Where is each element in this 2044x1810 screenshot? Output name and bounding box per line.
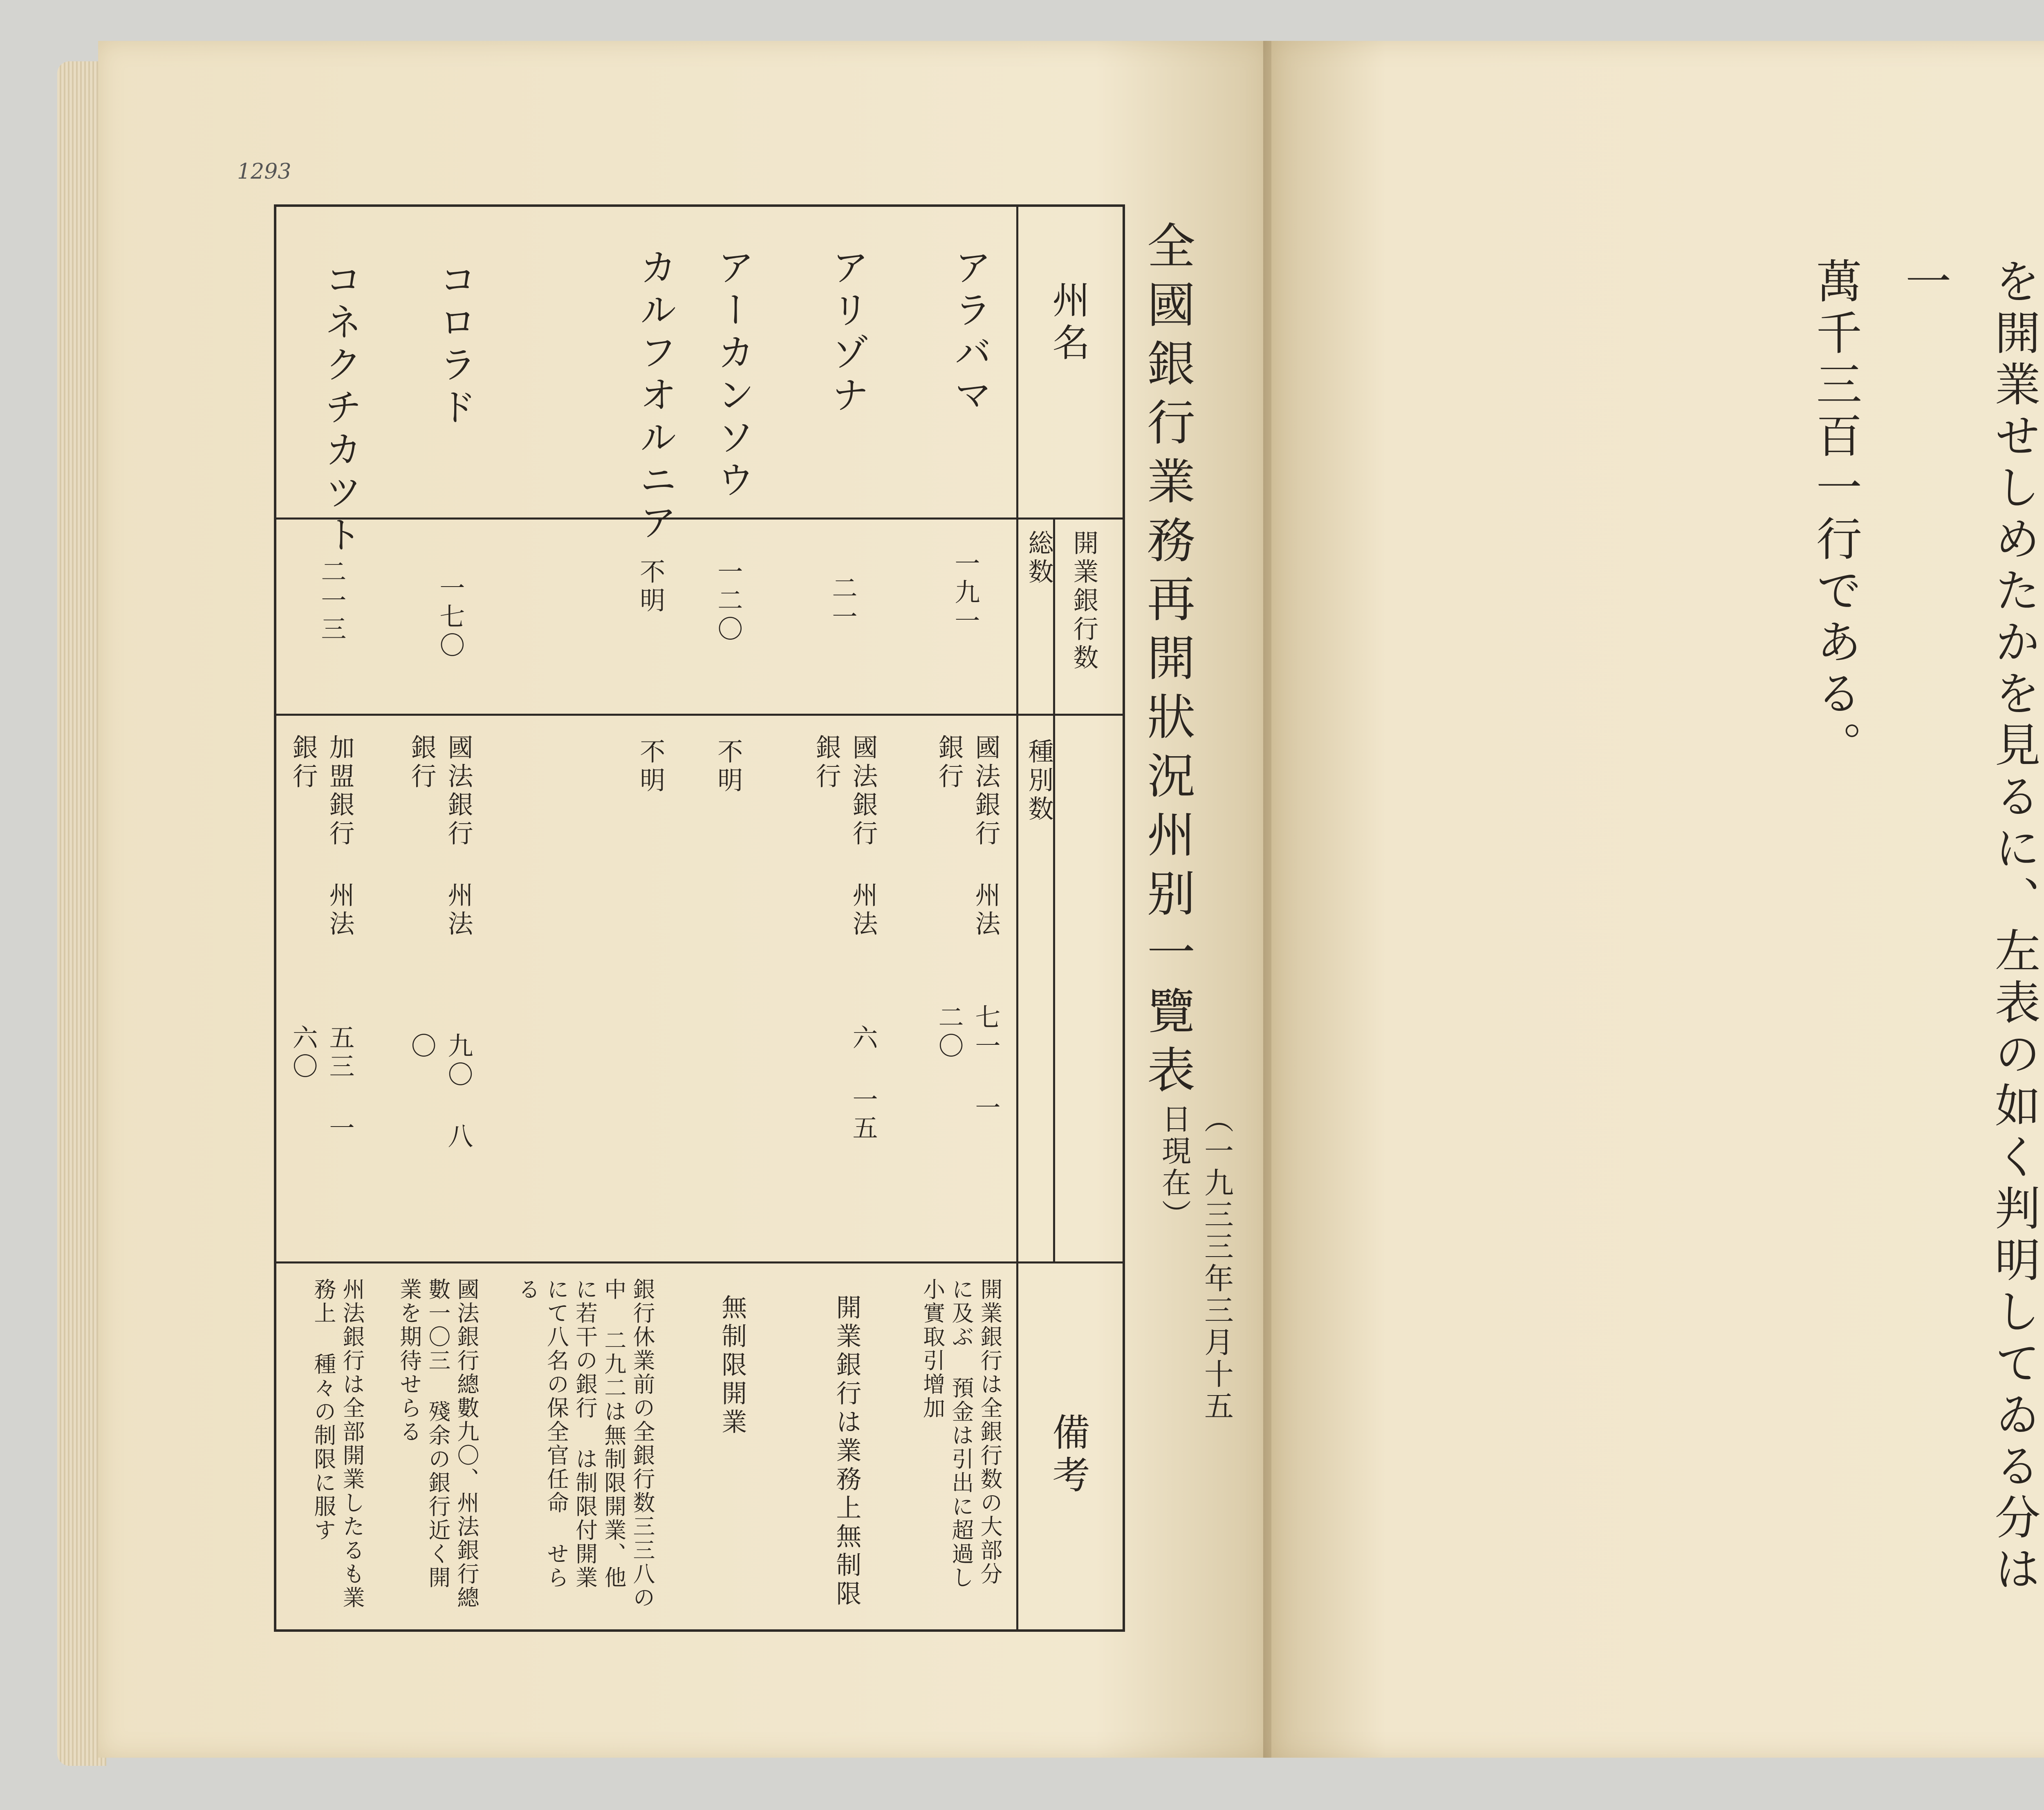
type-counts: 七一 一二〇 — [934, 1004, 1001, 1123]
state-bank-table — [274, 204, 1125, 1632]
total-count: 不明 — [635, 558, 666, 616]
state-name: アラバマ — [948, 248, 992, 418]
header-total: 総数 — [1024, 530, 1054, 587]
table-rule — [1053, 517, 1055, 1261]
remarks: 國法銀行總數九〇、州法銀行總數一〇三 殘余の銀行近く開業を期待せらる — [396, 1278, 480, 1610]
header-remarks: 備考 — [1046, 1413, 1090, 1498]
table-rule — [276, 1261, 1123, 1263]
remarks: 銀行休業前の全銀行数三三八の中 二九二は無制限開業、他に若干の銀行 は制限付開業にて八名の保全官任命 せらる — [515, 1278, 655, 1610]
table-rule — [1016, 207, 1018, 1629]
header-state: 州名 — [1046, 280, 1090, 365]
total-count: 一九一 — [950, 550, 980, 636]
total-count: 二一 — [827, 575, 858, 632]
state-name: コロラド — [433, 260, 477, 430]
bank-types: 加盟銀行 州法銀行 — [288, 734, 355, 939]
table-subtitle: （一九三三年三月十五日現在） — [1157, 1104, 1234, 1422]
bank-types: 國法銀行 州法銀行 — [407, 734, 473, 939]
state-name: カルフオルニア — [633, 248, 677, 545]
open-book — [57, 37, 2044, 1778]
bank-types: 不明 — [635, 738, 666, 795]
body-text — [1791, 258, 2044, 1647]
total-count: 一二〇 — [713, 558, 743, 644]
type-counts: 六 一五 — [848, 1024, 878, 1143]
state-name: アリゾナ — [825, 248, 870, 418]
type-counts: 五三 一六〇 — [288, 1024, 355, 1143]
body-line: を開業せしめたかを見るに、左表の如く判明してゐる分は一 — [1898, 258, 2041, 1597]
state-name: アーカンソウ — [711, 248, 755, 503]
remarks: 開業銀行は全銀行数の大部分に及ぶ 預金は引出に超過し小實取引增加 — [919, 1278, 1003, 1590]
bleed-through-text — [1394, 286, 1456, 1594]
table-rule — [276, 517, 1123, 520]
left-page — [98, 41, 1271, 1758]
bank-types: 國法銀行 州法銀行 — [811, 734, 878, 939]
state-name: コネクチカツト — [318, 260, 363, 558]
left-page-number: 1293 — [237, 159, 291, 184]
type-counts: 九〇 八〇 — [407, 1033, 473, 1151]
total-count: 二一三 — [316, 558, 347, 644]
remarks: 州法銀行は全部開業したるも業務上 種々の制限に服す — [310, 1278, 365, 1610]
remarks: 開業銀行は業務上無制限 — [831, 1294, 862, 1609]
remarks: 無制限開業 — [717, 1294, 747, 1437]
header-open-banks: 開業銀行数 — [1069, 530, 1099, 673]
total-count: 一七〇 — [435, 575, 465, 661]
table-title: 全國銀行業務再開狀況州别一覽表 — [1139, 221, 1195, 1104]
body-line: 萬千三百一行である。 — [1809, 258, 1862, 773]
table-rule — [276, 714, 1123, 716]
header-by-type: 種別数 — [1024, 738, 1054, 824]
bank-types: 國法銀行 州法銀行 — [934, 734, 1001, 939]
bank-types: 不明 — [713, 738, 743, 795]
